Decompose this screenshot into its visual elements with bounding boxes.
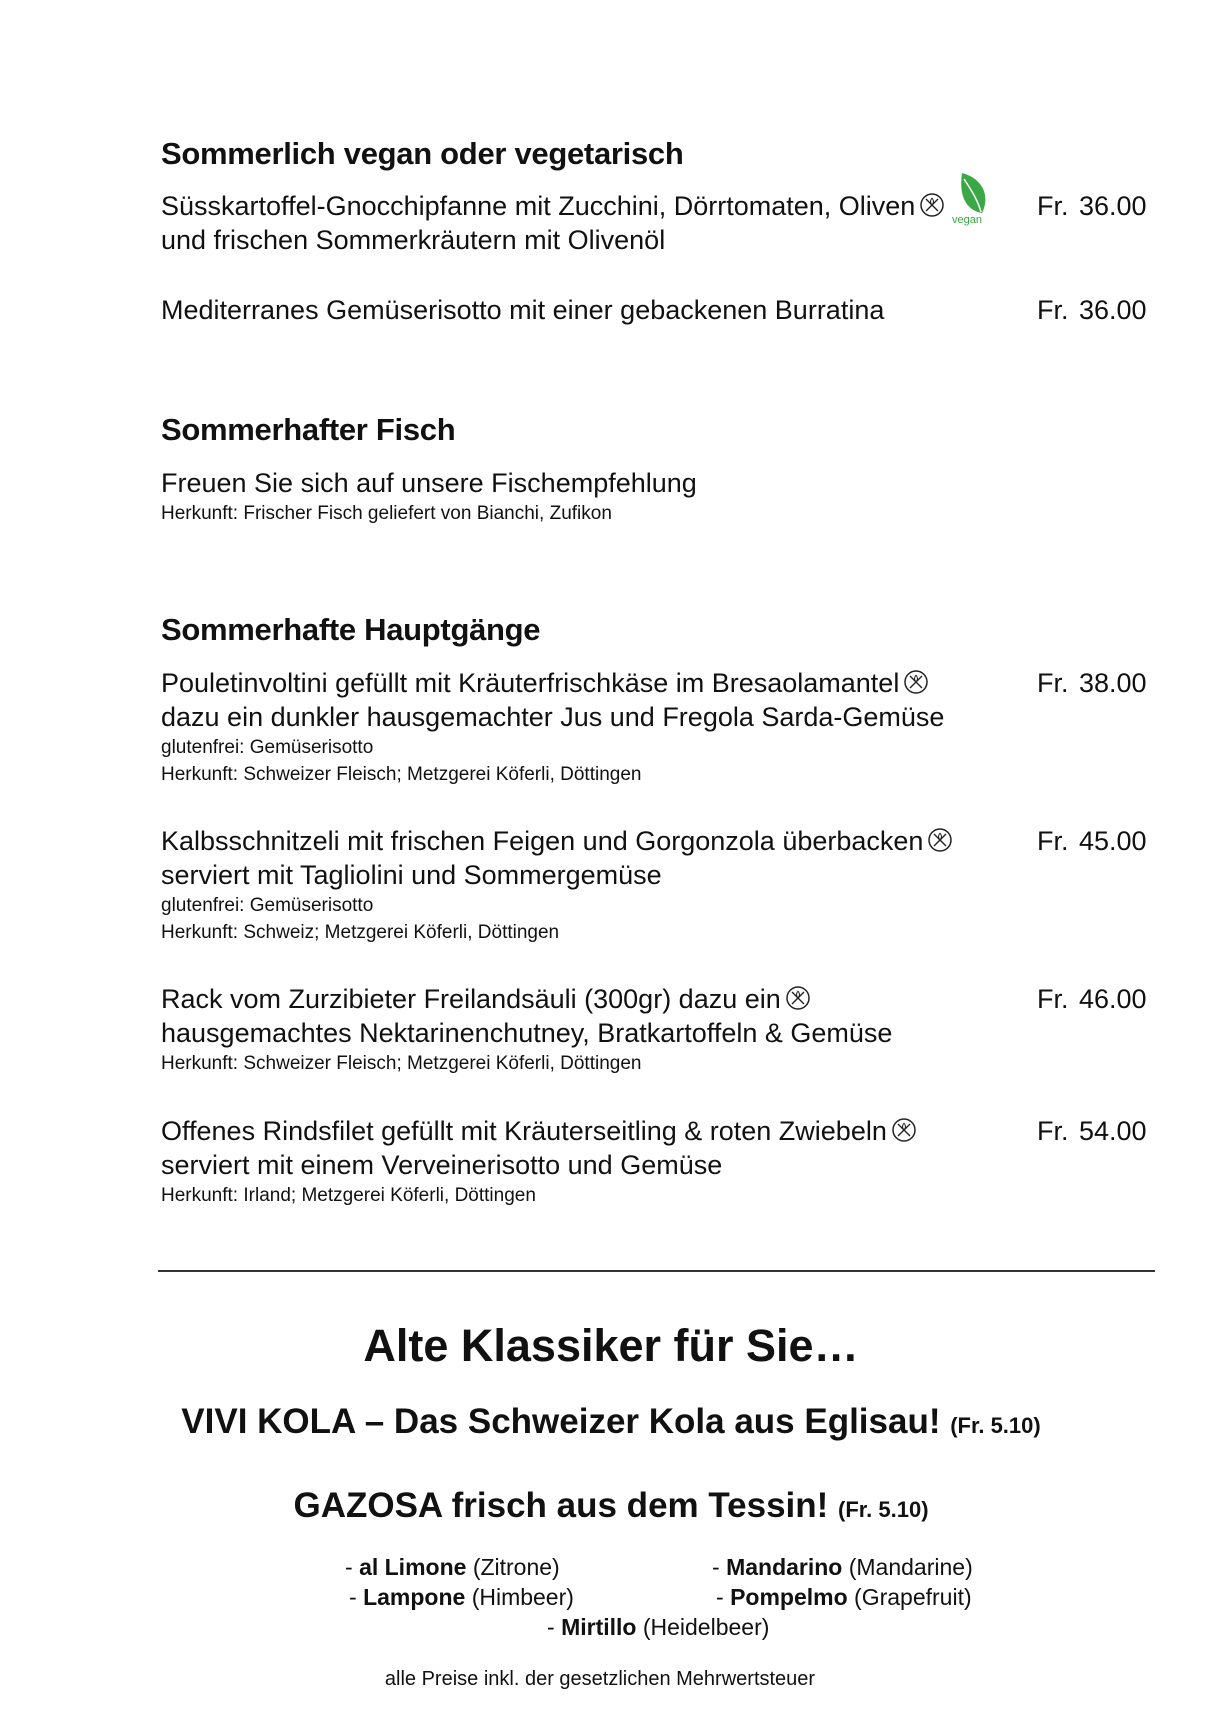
item-note: Herkunft: Irland; Metzgerei Köferli, Döttingen xyxy=(161,1185,536,1206)
item-note: glutenfrei: Gemüserisotto xyxy=(161,895,374,916)
menu-item-gnocchi xyxy=(161,189,1161,257)
item-line: Offenes Rindsfilet gefüllt mit Kräuterseitling & roten Zwiebeln xyxy=(161,1116,887,1146)
item-price: Fr. 36.00 xyxy=(1037,295,1147,325)
item-note: Herkunft: Schweizer Fleisch; Metzgerei Köferli, Döttingen xyxy=(161,764,642,785)
item-line: hausgemachtes Nektarinenchutney, Bratkartoffeln & Gemüse xyxy=(161,1018,893,1048)
item-line: serviert mit Tagliolini und Sommergemüse xyxy=(161,860,662,890)
gluten-free-icon xyxy=(927,827,953,853)
item-price: Fr. 45.00 xyxy=(1037,826,1147,856)
item-note: glutenfrei: Gemüserisotto xyxy=(161,737,374,758)
section-title-mains: Sommerhafte Hauptgänge xyxy=(161,612,541,647)
item-price: Fr. 46.00 xyxy=(1037,984,1147,1014)
gazosa-line: GAZOSA frisch aus dem Tessin! (Fr. 5.10) xyxy=(293,1486,929,1525)
item-line: Mediterranes Gemüserisotto mit einer gebackenen Burratina xyxy=(161,295,885,325)
vegan-leaf-icon xyxy=(950,171,990,231)
menu-item-poulet xyxy=(161,666,1161,788)
variety-limone: - al Limone (Zitrone) xyxy=(345,1554,560,1580)
section-title-fish: Sommerhafter Fisch xyxy=(161,412,456,447)
item-line: serviert mit einem Verveinerisotto und Gemüse xyxy=(161,1150,723,1180)
variety-mandarino: - Mandarino (Mandarine) xyxy=(712,1554,973,1580)
menu-item-rindsfilet xyxy=(161,1114,1161,1209)
item-line: Süsskartoffel-Gnocchipfanne mit Zucchini, Dörrtomaten, Oliven xyxy=(161,191,916,221)
item-line: und frischen Sommerkräutern mit Olivenöl xyxy=(161,225,666,255)
item-note: Herkunft: Frischer Fisch geliefert von Bianchi, Zufikon xyxy=(161,503,612,524)
item-price: Fr. 36.00 xyxy=(1037,191,1147,221)
variety-pompelmo: - Pompelmo (Grapefruit) xyxy=(716,1584,972,1610)
variety-mirtillo: - Mirtillo (Heidelbeer) xyxy=(547,1614,770,1640)
variety-lampone: - Lampone (Himbeer) xyxy=(349,1584,574,1610)
vivi-kola-line: VIVI KOLA – Das Schweizer Kola aus Eglisau! (Fr. 5.10) xyxy=(181,1402,1041,1441)
menu-item-risotto xyxy=(161,293,1161,327)
vegan-label: vegan xyxy=(952,214,982,226)
item-line: Freuen Sie sich auf unsere Fischempfehlung xyxy=(161,468,697,498)
classics-title: Alte Klassiker für Sie… xyxy=(363,1320,859,1371)
menu-item-fish xyxy=(161,466,1161,527)
divider xyxy=(158,1270,1155,1272)
item-price: Fr. 54.00 xyxy=(1037,1116,1147,1146)
item-line: dazu ein dunkler hausgemachter Jus und Fregola Sarda-Gemüse xyxy=(161,702,945,732)
gluten-free-icon xyxy=(891,1117,917,1143)
item-line: Rack vom Zurzibieter Freilandsäuli (300gr) dazu ein xyxy=(161,984,781,1014)
gluten-free-icon xyxy=(785,985,811,1011)
menu-item-rack xyxy=(161,982,1161,1077)
item-line: Kalbsschnitzeli mit frischen Feigen und Gorgonzola überbacken xyxy=(161,826,924,856)
gluten-free-icon xyxy=(903,669,929,695)
item-price: Fr. 38.00 xyxy=(1037,668,1147,698)
footer-vat-note: alle Preise inkl. der gesetzlichen Mehrwertsteuer xyxy=(384,1668,816,1690)
gluten-free-icon xyxy=(919,192,945,218)
item-line: Pouletinvoltini gefüllt mit Kräuterfrischkäse im Bresaolamantel xyxy=(161,668,900,698)
item-note: Herkunft: Schweizer Fleisch; Metzgerei Köferli, Döttingen xyxy=(161,1053,642,1074)
section-title-vegan: Sommerlich vegan oder vegetarisch xyxy=(161,136,684,171)
item-note: Herkunft: Schweiz; Metzgerei Köferli, Döttingen xyxy=(161,922,560,943)
menu-item-kalb xyxy=(161,824,1161,946)
